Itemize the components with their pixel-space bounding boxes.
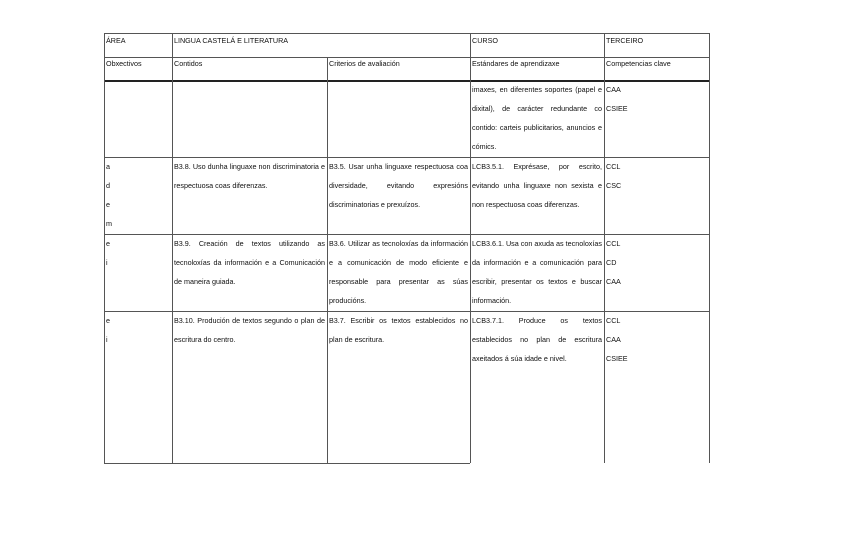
row-0-standards: imaxes, en diferentes soportes (papel e dixital), de carácter redundante co contido: carteis publicitarios, anuncios e cómics.	[472, 85, 602, 151]
column-header-competences: Competencias clave	[606, 59, 671, 68]
table-rule	[104, 80, 709, 82]
competence-code: CAA	[606, 85, 621, 94]
competence-code: CD	[606, 258, 617, 267]
row-2-contents: B3.9. Creación de textos utilizando as tecnoloxías da información e a Comunicación de maneira guiada.	[174, 239, 325, 286]
table-rule	[104, 234, 709, 235]
competence-code: CSC	[606, 181, 622, 190]
table-rule	[604, 33, 605, 463]
row-0-competences	[604, 80, 709, 158]
competence-code: CAA	[606, 277, 621, 286]
column-header-objectives: Obxectivos	[106, 59, 142, 68]
row-2-criteria: B3.6. Utilizar as tecnoloxías da información e a comunicación de modo eficiente e responsable para presentar as súas producións.	[329, 239, 468, 305]
table-rule	[327, 57, 328, 463]
table-rule	[104, 311, 709, 312]
competence-code: CAA	[606, 335, 621, 344]
table-rule	[104, 57, 709, 58]
curso-value: TERCEIRO	[606, 36, 644, 45]
objective-code: e	[106, 316, 110, 325]
curso-label: CURSO	[472, 36, 498, 45]
row-1-criteria: B3.5. Usar unha linguaxe respectuosa coa diversidade, evitando expresións discriminatorias e prexuízos.	[329, 162, 468, 209]
objective-code: d	[106, 181, 110, 190]
table-rule	[104, 33, 709, 34]
objective-code: e	[106, 200, 110, 209]
row-3-competences	[604, 311, 709, 463]
competence-code: CSIEE	[606, 354, 628, 363]
competence-code: CCL	[606, 316, 621, 325]
competence-code: CSIEE	[606, 104, 628, 113]
table-rule	[104, 463, 470, 464]
row-3-contents: B3.10. Produción de textos segundo o plan de escritura do centro.	[174, 316, 325, 344]
table-rule	[470, 33, 471, 463]
column-header-contents: Contidos	[174, 59, 203, 68]
objective-code: i	[106, 258, 108, 267]
area-value: LINGUA CASTELÁ E LITERATURA	[174, 36, 289, 45]
table-rule	[172, 33, 173, 463]
row-1-competences	[604, 157, 709, 235]
competence-code: CCL	[606, 239, 621, 248]
row-2-standards: LCB3.6.1. Usa con axuda as tecnoloxías da información e a comunicación para escribir, presentar os textos e buscar información.	[472, 239, 602, 305]
competence-code: CCL	[606, 162, 621, 171]
column-header-criteria: Criterios de avaliación	[329, 59, 400, 68]
row-3-objectives	[104, 311, 172, 463]
objective-code: i	[106, 335, 108, 344]
row-2-competences	[604, 234, 709, 312]
table-rule	[104, 33, 105, 463]
objective-code: e	[106, 239, 110, 248]
row-1-standards: LCB3.5.1. Exprésase, por escrito, evitando unha linguaxe non sexista e non respectuosa coas diferenzas.	[472, 162, 602, 209]
objective-code: a	[106, 162, 110, 171]
column-header-standards: Estándares de aprendizaxe	[472, 59, 560, 68]
row-3-criteria: B3.7. Escribir os textos establecidos no plan de escritura.	[329, 316, 468, 344]
row-1-objectives	[104, 157, 172, 235]
table-rule	[104, 157, 709, 158]
area-label: ÁREA	[106, 36, 126, 45]
row-2-objectives	[104, 234, 172, 312]
objective-code: m	[106, 219, 112, 228]
row-3-standards: LCB3.7.1. Produce os textos establecidos no plan de escritura axeitados á súa idade e nivel.	[472, 316, 602, 363]
row-1-contents: B3.8. Uso dunha linguaxe non discriminatoria e respectuosa coas diferenzas.	[174, 162, 325, 190]
table-rule	[709, 33, 710, 463]
